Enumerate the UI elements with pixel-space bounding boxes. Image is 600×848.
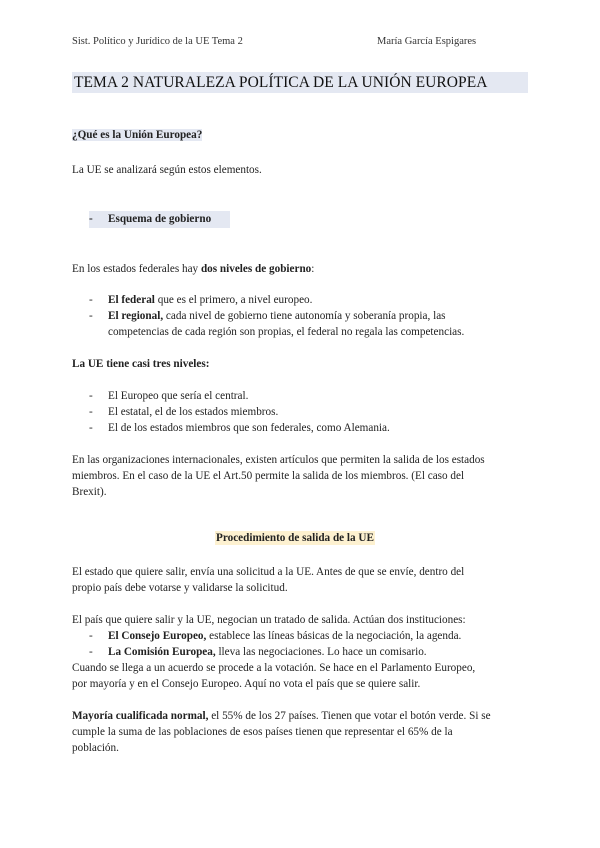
salir-paragraph-line: propio país debe votarse y validarse la solicitud. bbox=[72, 582, 288, 594]
intro-paragraph: La UE se analizará según estos elementos. bbox=[72, 164, 262, 176]
bullet-dash: - bbox=[89, 294, 93, 306]
procedimiento-text: Procedimiento de salida de la UE bbox=[216, 532, 374, 544]
mayoria-line1: el 55% de los 27 países. Tienen que votar el botón verde. Si se bbox=[208, 710, 491, 722]
org-paragraph-line: miembros. En el caso de la UE el Art.50 permite la salida de los miembros. (El caso del bbox=[72, 470, 465, 482]
list-item bbox=[108, 292, 312, 308]
list-item bbox=[108, 644, 427, 660]
header-left: Sist. Político y Jurídico de la UE Tema 2 bbox=[72, 36, 243, 47]
federal-intro bbox=[72, 261, 314, 277]
page-title-text: TEMA 2 NATURALEZA POLÍTICA DE LA UNIÓN EUROPEA bbox=[74, 74, 488, 91]
list-item: El de los estados miembros que son federales, como Alemania. bbox=[108, 422, 390, 434]
procedimiento-heading bbox=[215, 530, 375, 546]
nivel-0-bold: El federal bbox=[108, 294, 155, 306]
ue-tres-heading: La UE tiene casi tres niveles: bbox=[72, 358, 210, 370]
esquema-heading bbox=[89, 211, 230, 228]
institucion-0-bold: El Consejo Europeo, bbox=[108, 630, 207, 642]
negocian-paragraph: El país que quiere salir y la UE, negocian un tratado de salida. Actúan dos instituciones: bbox=[72, 614, 466, 626]
nivel-1-text: cada nivel de gobierno tiene autonomía y soberanía propia, las bbox=[163, 310, 446, 322]
mayoria-paragraph-line: población. bbox=[72, 742, 119, 754]
acuerdo-paragraph-line: por mayoría y en el Consejo Europeo. Aquí no vota el país que se quiere salir. bbox=[72, 678, 421, 690]
org-paragraph-line: En las organizaciones internacionales, existen artículos que permiten la salida de los estados bbox=[72, 454, 485, 466]
mayoria-bold: Mayoría cualificada normal, bbox=[72, 710, 209, 722]
bullet-dash: - bbox=[89, 390, 93, 402]
mayoria-paragraph-line: cumple la suma de las poblaciones de esos países tienen que representar el 65% de la bbox=[72, 726, 453, 738]
list-item bbox=[108, 308, 446, 324]
org-paragraph-line: Brexit). bbox=[72, 486, 107, 498]
list-item-continuation: competencias de cada región son propias, el federal no regala las competencias. bbox=[108, 326, 465, 338]
bullet-dash: - bbox=[89, 406, 93, 418]
list-item: El Europeo que sería el central. bbox=[108, 390, 249, 402]
esquema-dash: - bbox=[89, 213, 93, 225]
federal-intro-bold: dos niveles de gobierno bbox=[200, 263, 312, 275]
bullet-dash: - bbox=[89, 630, 93, 642]
mayoria-paragraph-line bbox=[72, 708, 491, 724]
page-title bbox=[72, 72, 528, 93]
bullet-dash: - bbox=[89, 310, 93, 322]
federal-intro-pre: En los estados federales hay bbox=[72, 263, 201, 275]
institucion-1-bold: La Comisión Europea, bbox=[108, 646, 216, 658]
list-item bbox=[108, 628, 461, 644]
header-right: María García Espigares bbox=[377, 36, 477, 47]
institucion-0-text: establece las líneas básicas de la negociación, la agenda. bbox=[206, 630, 462, 642]
nivel-0-text: que es el primero, a nivel europeo. bbox=[154, 294, 313, 306]
nivel-1-bold: El regional, bbox=[108, 310, 164, 322]
institucion-1-text: lleva las negociaciones. Lo hace un comisario. bbox=[215, 646, 427, 658]
section-heading-que-es bbox=[72, 127, 202, 143]
acuerdo-paragraph-line: Cuando se llega a un acuerdo se procede a la votación. Se hace en el Parlamento Europeo, bbox=[72, 662, 476, 674]
que-es-heading-text: ¿Qué es la Unión Europea? bbox=[72, 129, 203, 141]
esquema-text: Esquema de gobierno bbox=[108, 213, 212, 225]
federal-intro-post: : bbox=[311, 263, 315, 275]
salir-paragraph-line: El estado que quiere salir, envía una solicitud a la UE. Antes de que se envíe, dentro del bbox=[72, 566, 465, 578]
bullet-dash: - bbox=[89, 646, 93, 658]
bullet-dash: - bbox=[89, 422, 93, 434]
list-item: El estatal, el de los estados miembros. bbox=[108, 406, 279, 418]
